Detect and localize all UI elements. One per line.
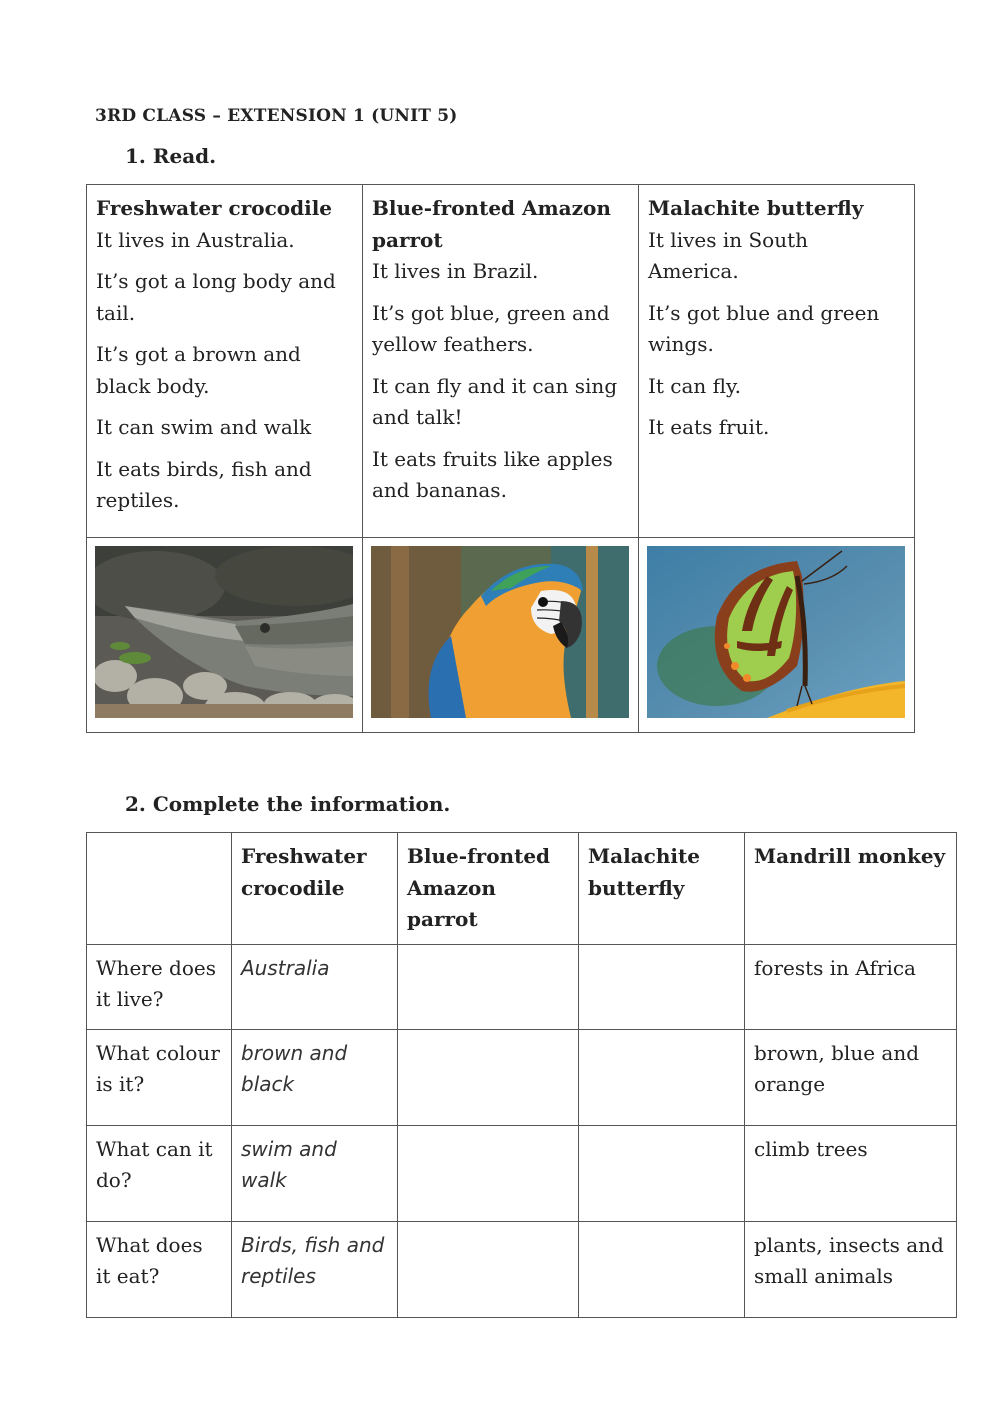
answer-cell-parrot[interactable]	[398, 944, 579, 1029]
header-cell-butterfly: Malachite butterfly	[579, 833, 745, 945]
card-line: It lives in South America.	[648, 227, 809, 283]
answer-cell-crocodile: Australia	[232, 944, 398, 1029]
card-line: It eats birds, fish and reptiles.	[96, 456, 312, 512]
card-line: It’s got blue, green and yellow feathers.	[372, 300, 610, 356]
butterfly-photo	[647, 546, 905, 718]
worksheet-heading: 3RD CLASS – EXTENSION 1 (UNIT 5)	[95, 106, 458, 126]
answer-cell-parrot[interactable]	[398, 1029, 579, 1125]
crocodile-photo-cell	[87, 538, 363, 733]
card-title: Freshwater crocodile	[96, 196, 333, 220]
card-title: Blue-fronted Amazon parrot	[372, 196, 611, 252]
card-line: It’s got a brown and black body.	[96, 342, 301, 398]
card-line: It can fly and it can sing and talk!	[372, 373, 618, 429]
info-table	[86, 832, 957, 1318]
card-parrot	[363, 185, 639, 538]
answer-cell-crocodile: Birds, fish and reptiles	[232, 1221, 398, 1317]
card-line: It can fly.	[648, 373, 741, 398]
answer-cell-butterfly[interactable]	[579, 1221, 745, 1317]
card-line: It eats fruits like apples and bananas.	[372, 446, 613, 502]
question-cell: Where does it live?	[87, 944, 232, 1029]
answer-cell-crocodile: swim and walk	[232, 1125, 398, 1221]
table-row	[87, 1221, 957, 1317]
card-line: It eats fruit.	[648, 415, 770, 439]
card-line: It’s got blue and green wings.	[648, 300, 880, 356]
card-crocodile	[87, 185, 363, 538]
answer-cell-parrot[interactable]	[398, 1221, 579, 1317]
answer-cell-butterfly[interactable]	[579, 1029, 745, 1125]
parrot-photo-cell	[363, 538, 639, 733]
reading-table	[86, 184, 915, 733]
answer-cell-mandrill: forests in Africa	[745, 944, 957, 1029]
card-line: It lives in Australia.	[96, 227, 295, 252]
butterfly-photo-cell	[639, 538, 915, 733]
question-cell: What does it eat?	[87, 1221, 232, 1317]
card-title: Malachite butterfly	[648, 196, 864, 220]
answer-cell-butterfly[interactable]	[579, 1125, 745, 1221]
header-cell-parrot: Blue-fronted Amazon parrot	[398, 833, 579, 945]
answer-cell-mandrill: climb trees	[745, 1125, 957, 1221]
card-line: It lives in Brazil.	[372, 259, 539, 283]
table-header-row	[87, 833, 957, 945]
header-cell-mandrill: Mandrill monkey	[745, 833, 957, 945]
question-cell: What can it do?	[87, 1125, 232, 1221]
crocodile-photo	[95, 546, 353, 718]
answer-cell-butterfly[interactable]	[579, 944, 745, 1029]
answer-cell-parrot[interactable]	[398, 1125, 579, 1221]
header-cell-empty	[87, 833, 232, 945]
parrot-photo	[371, 546, 629, 718]
section-2-title: 2. Complete the information.	[125, 792, 451, 816]
table-row	[87, 1125, 957, 1221]
answer-cell-mandrill: plants, insects and small animals	[745, 1221, 957, 1317]
table-row	[87, 944, 957, 1029]
card-line: It’s got a long body and tail.	[96, 269, 336, 325]
card-line: It can swim and walk	[96, 415, 312, 439]
answer-cell-crocodile: brown and black	[232, 1029, 398, 1125]
table-row	[87, 1029, 957, 1125]
question-cell: What colour is it?	[87, 1029, 232, 1125]
card-butterfly	[639, 185, 915, 538]
section-1-title: 1. Read.	[125, 144, 217, 168]
header-cell-crocodile: Freshwater crocodile	[232, 833, 398, 945]
answer-cell-mandrill: brown, blue and orange	[745, 1029, 957, 1125]
